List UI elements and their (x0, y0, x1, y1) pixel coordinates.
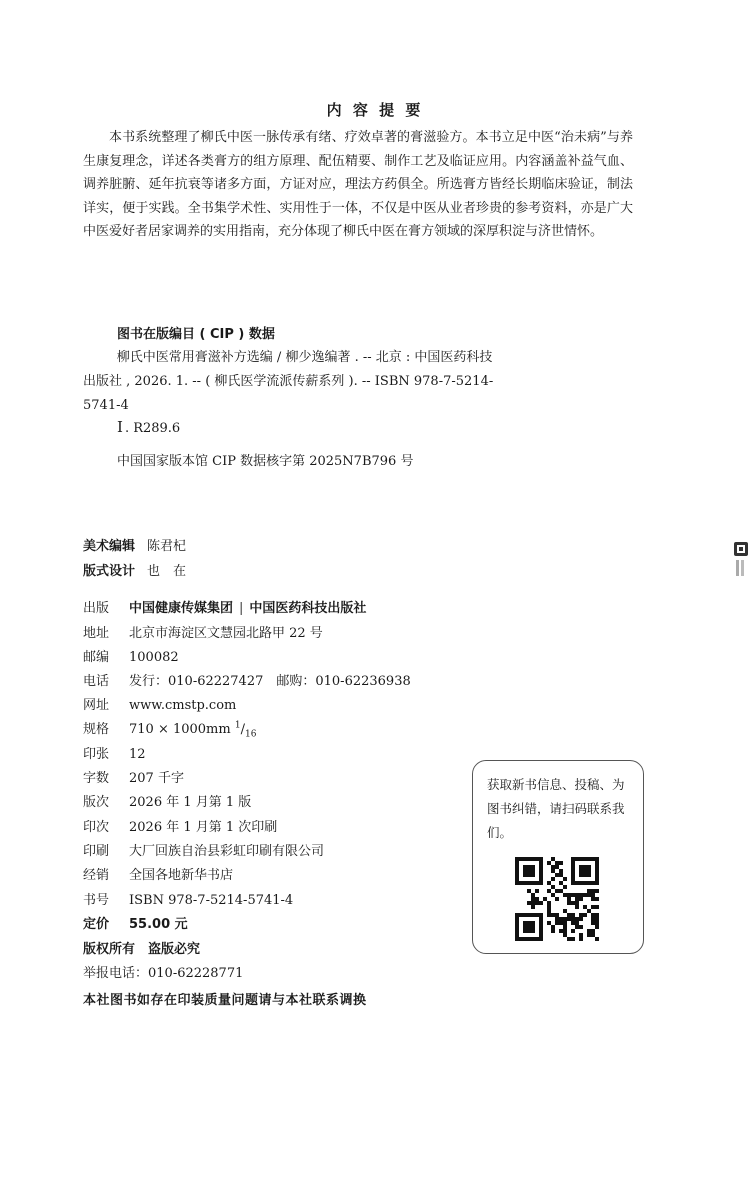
qr-contact-box (472, 760, 644, 954)
summary-text: 本书系统整理了柳氏中医一脉传承有绪、疗效卓著的膏滋验方。本书立足中医“治未病”与养生康复理念，详述各类膏方的组方原理、配伍精要、制作工艺及临证应用。内容涵盖补益气血、调养脏腑、延年抗衰等诸多方面，方证对应，理法方药俱全。所选膏方皆经长期临床验证，制法详实，便于实践。全书集学术性、实用性于一体，不仅是中医从业者珍贵的参考资料，亦是广大中医爱好者居家调养的实用指南，充分体现了柳氏中医在膏方领域的深厚积淀与济世情怀。 (83, 130, 633, 239)
info-label: 网址 (83, 698, 110, 713)
info-format (83, 718, 256, 740)
info-value: 全国各地新华书店 (129, 868, 234, 883)
info-label: 印次 (83, 820, 110, 835)
info-label: 电话 (83, 674, 110, 689)
publisher-name: 中国医药科技出版社 (249, 601, 367, 616)
info-postcode (83, 646, 179, 665)
info-label: 印张 (83, 747, 110, 762)
summary-title: 内 容 提 要 (326, 101, 424, 119)
pdf-watermark-icon (733, 540, 749, 584)
info-label: 定价 (83, 917, 110, 932)
info-label: 字数 (83, 771, 110, 786)
staff-value: 也 在 (147, 564, 187, 579)
info-value: 100082 (129, 650, 179, 665)
cip-class-roman: Ⅰ (117, 418, 123, 436)
rights-notice: 版权所有 盗版必究 (83, 942, 201, 957)
staff-layout-designer (83, 560, 187, 579)
publisher-group: 中国健康传媒集团 (129, 601, 234, 616)
staff-label: 美术编辑 (83, 539, 136, 554)
staff-value: 陈君杞 (147, 539, 187, 554)
info-distributor (83, 864, 233, 883)
staff-label: 版式设计 (83, 564, 136, 579)
info-label: 规格 (83, 722, 110, 737)
info-price (83, 913, 188, 932)
info-value: 710 × 1000mm (129, 722, 231, 737)
info-label: 书号 (83, 893, 110, 908)
cip-number: 中国国家版本馆 CIP 数据核字第 2025N7B796 号 (117, 454, 414, 469)
info-isbn (83, 889, 293, 908)
format-fraction: $^1/_{16}$ (234, 720, 257, 740)
info-printer (83, 840, 324, 859)
info-value: 2026 年 1 月第 1 版 (129, 795, 252, 810)
report-phone: 举报电话：010-62228771 (83, 966, 244, 981)
info-value: 207 千字 (129, 771, 184, 786)
info-label: 经销 (83, 868, 110, 883)
footer-note: 本社图书如存在印装质量问题请与本社联系调换 (83, 993, 367, 1008)
info-website (83, 694, 236, 713)
cip-classification (117, 418, 180, 436)
info-edition (83, 791, 251, 810)
info-label: 印刷 (83, 844, 110, 859)
info-value: 55.00 元 (129, 917, 188, 932)
info-phone (83, 670, 411, 689)
staff-art-editor (83, 535, 187, 554)
publisher-separator: | (239, 601, 244, 616)
cip-class-code: . R289.6 (124, 421, 181, 436)
info-value: 大厂回族自治县彩虹印刷有限公司 (129, 844, 325, 859)
info-value: 12 (129, 747, 146, 762)
info-address (83, 622, 323, 641)
info-printing (83, 816, 277, 835)
qr-box-text: 获取新书信息、投稿、为图书纠错，请扫码联系我们。 (487, 777, 625, 840)
info-wordcount (83, 767, 184, 786)
info-label: 版次 (83, 795, 110, 810)
info-value: 发行：010-62227427 邮购：010-62236938 (129, 674, 411, 689)
info-label: 出版 (83, 601, 110, 616)
info-value: 北京市海淀区文慧园北路甲 22 号 (129, 626, 323, 641)
info-label: 地址 (83, 626, 110, 641)
info-value: 2026 年 1 月第 1 次印刷 (129, 820, 278, 835)
info-value: ISBN 978-7-5214-5741-4 (129, 893, 294, 908)
info-value: www.cmstp.com (129, 698, 237, 713)
info-publisher (83, 597, 366, 616)
info-label: 邮编 (83, 650, 110, 665)
info-sheets (83, 743, 146, 762)
cip-body: 柳氏中医常用膏滋补方选编 / 柳少逸编著 . -- 北京 : 中国医药科技出版社 , 2026. 1. -- ( 柳氏医学流派传薪系列 ). -- ISBN 978-7-5214-5741-4 (83, 350, 494, 413)
cip-heading: 图书在版编目 ( CIP ) 数据 (117, 327, 275, 342)
qr-code-icon (515, 857, 599, 945)
